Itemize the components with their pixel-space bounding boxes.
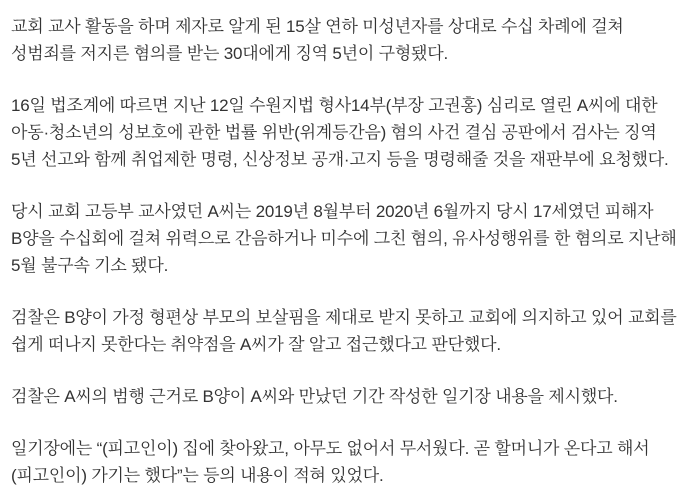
article-paragraph: 16일 법조계에 따르면 지난 12일 수원지법 형사14부(부장 고권홍) 심리로 열린 A씨에 대한 아동·청소년의 성보호에 관한 법률 위반(위계등간음) 혐의 사건 결심 공판에서 검사는 징역 5년 선고와 함께 취업제한 명령, 신상정보 공개·고지 등을 명령해줄 것을 재판부에 요청했다.	[11, 96, 669, 169]
article-paragraph: 일기장에는 “(피고인이) 집에 찾아왔고, 아무도 없어서 무서웠다. 곧 할머니가 온다고 해서 (피고인이) 가기는 했다”는 등의 내용이 적혀 있었다.	[11, 439, 650, 485]
article-paragraph: 교회 교사 활동을 하며 제자로 알게 된 15살 연하 미성년자를 상대로 수십 차례에 걸쳐 성범죄를 저지른 혐의를 받는 30대에게 징역 5년이 구형됐다.	[11, 17, 624, 63]
article-paragraph: 검찰은 A씨의 범행 근거로 B양이 A씨와 만났던 기간 작성한 일기장 내용을 제시했다.	[11, 387, 618, 406]
article-paragraph: 당시 교회 고등부 교사였던 A씨는 2019년 8월부터 2020년 6월까지 당시 17세였던 피해자 B양을 수십회에 걸쳐 위력으로 간음하거나 미수에 그친 혐의, 유사성행위를 한 혐의로 지난해 5월 불구속 기소 됐다.	[11, 202, 677, 275]
article-paragraph: 검찰은 B양이 가정 형편상 부모의 보살핌을 제대로 받지 못하고 교회에 의지하고 있어 교회를 쉽게 떠나지 못한다는 취약점을 A씨가 잘 알고 접근했다고 판단했다.	[11, 308, 677, 354]
